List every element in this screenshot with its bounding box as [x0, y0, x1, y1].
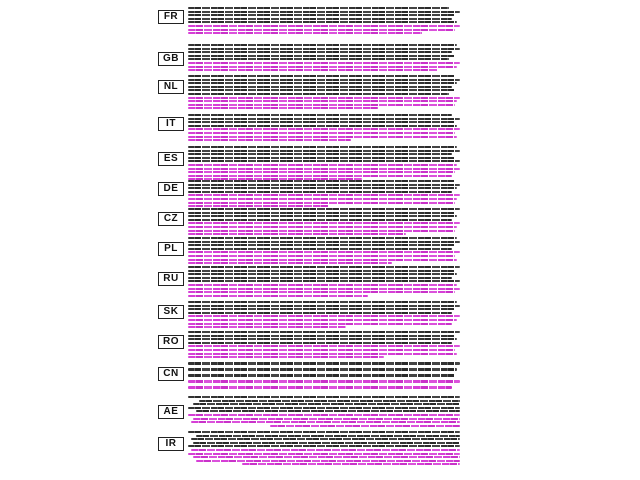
text-block-gb: [188, 44, 460, 73]
language-badge-it: IT: [158, 117, 184, 131]
language-badge-gb: GB: [158, 52, 184, 66]
text-block-es: [188, 146, 460, 182]
language-badge-pl: PL: [158, 242, 184, 256]
text-block-cn: [188, 362, 460, 392]
language-badge-de: DE: [158, 182, 184, 196]
language-badge-ru: RU: [158, 272, 184, 286]
text-block-ru: [188, 266, 460, 298]
language-badge-cz: CZ: [158, 212, 184, 226]
text-block-fr: [188, 7, 460, 36]
language-badge-sk: SK: [158, 305, 184, 319]
language-badge-ae: AE: [158, 405, 184, 419]
text-block-ae: [188, 396, 460, 428]
text-block-ir: [188, 431, 460, 467]
language-badge-nl: NL: [158, 80, 184, 94]
language-badge-cn: CN: [158, 367, 184, 381]
text-block-nl: [188, 75, 460, 111]
text-block-pl: [188, 237, 460, 266]
language-badge-es: ES: [158, 152, 184, 166]
text-block-ro: [188, 331, 460, 360]
language-badge-ro: RO: [158, 335, 184, 349]
text-block-de: [188, 180, 460, 209]
language-badge-ir: IR: [158, 437, 184, 451]
text-block-sk: [188, 301, 460, 330]
text-block-it: [188, 114, 460, 143]
text-block-cz: [188, 208, 460, 237]
language-badge-fr: FR: [158, 10, 184, 24]
